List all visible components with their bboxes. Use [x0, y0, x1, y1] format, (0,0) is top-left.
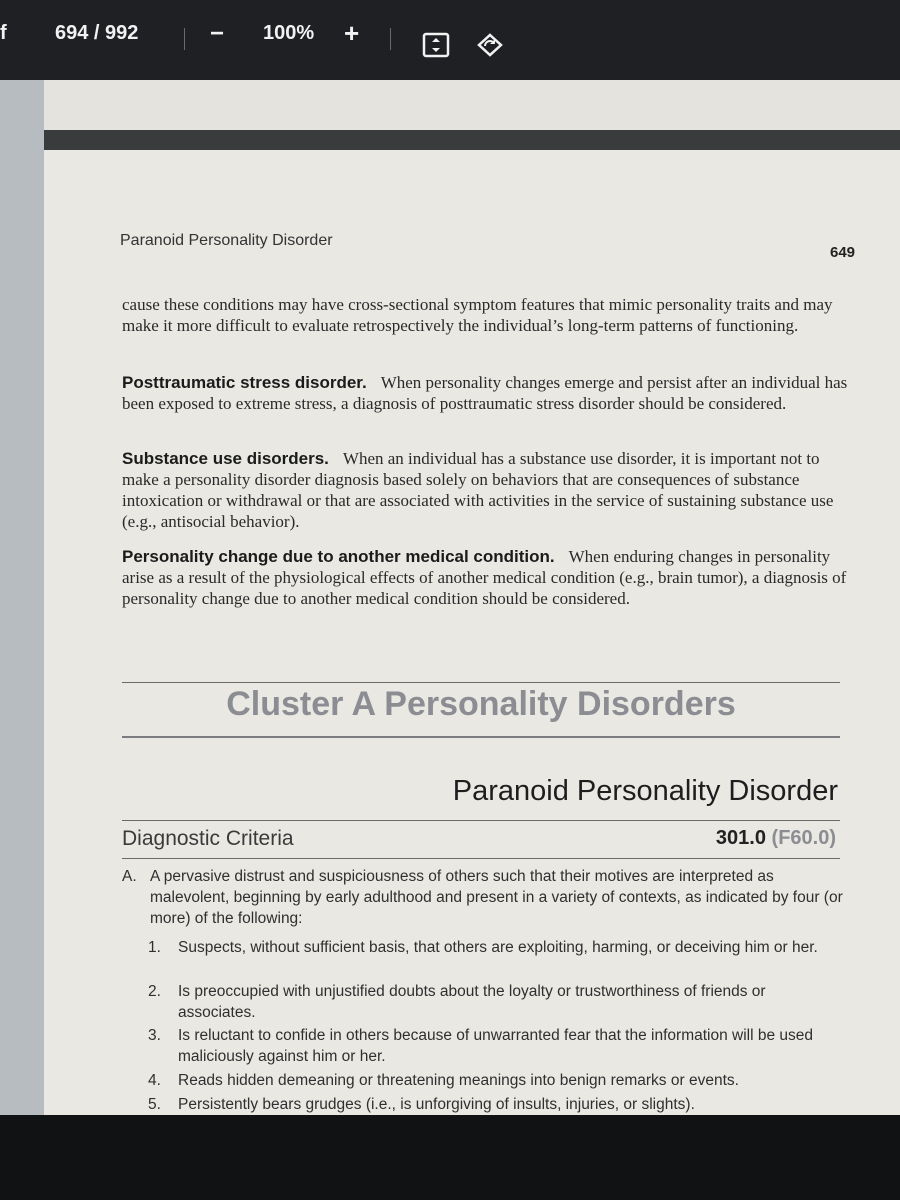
criterion-item	[148, 937, 838, 958]
criterion-item	[148, 1025, 838, 1067]
criteria-rule-bottom	[122, 858, 840, 859]
paragraph-text: When an individual has a substance use disorder, it is important not to make a personality disorder diagnosis based solely on behaviors that are consequences of substance intoxication or withdrawal or that are associated with activities in the service of sustaining substance use (e.g., antisocial behavior).	[122, 449, 834, 531]
paragraph	[122, 546, 857, 609]
toolbar-divider	[390, 28, 391, 50]
section-title: Cluster A Personality Disorders	[226, 685, 736, 723]
item-number: 4.	[148, 1072, 161, 1089]
item-number: 1.	[148, 939, 161, 956]
running-head: Paranoid Personality Disorder	[120, 232, 333, 249]
pdf-toolbar	[0, 0, 900, 80]
disorder-title: Paranoid Personality Disorder	[452, 775, 838, 807]
item-number: 2.	[148, 983, 161, 1000]
paragraph	[122, 448, 857, 532]
viewer-sidebar	[0, 80, 44, 1115]
item-text: Is reluctant to confide in others because of unwarranted fear that the information will be used maliciously against him or her.	[178, 1027, 814, 1065]
criteria-rule-top	[122, 820, 840, 821]
icd-code: (F60.0)	[771, 827, 836, 849]
criterion-a	[122, 866, 844, 929]
item-text: Suspects, without sufficient basis, that others are exploiting, harming, or deceiving him or her.	[178, 939, 818, 956]
toolbar-divider	[184, 28, 185, 50]
section-rule-bottom	[122, 736, 840, 738]
rotate-icon[interactable]	[476, 32, 504, 58]
paragraph-heading: Personality change due to another medical condition.	[122, 547, 555, 566]
document-page	[44, 150, 900, 1115]
paragraph-text: cause these conditions may have cross-sectional symptom features that mimic personality traits and may make it more difficult to evaluate retrospectively the individual’s long-term patterns of functioning.	[122, 295, 833, 335]
item-number: 3.	[148, 1027, 161, 1044]
paragraph-heading: Substance use disorders.	[122, 449, 329, 468]
previous-page-edge	[44, 80, 900, 130]
toolbar-left-glyph: f	[0, 22, 7, 44]
item-text: Is preoccupied with unjustified doubts about the loyalty or trustworthiness of friends or associates.	[178, 983, 766, 1021]
zoom-in-button[interactable]: +	[344, 18, 360, 48]
zoom-level: 100%	[263, 22, 315, 44]
fit-page-icon[interactable]	[422, 32, 450, 58]
criterion-item	[148, 1070, 838, 1091]
criterion-text: A pervasive distrust and suspiciousness of others such that their motives are interpreted as malevolent, beginning by early adulthood and present in a variety of contexts, as indicated by four (or more) of the following:	[150, 868, 843, 927]
paragraph	[122, 294, 857, 336]
section-rule-top	[122, 682, 840, 683]
paragraph	[122, 372, 857, 414]
criterion-item	[148, 981, 838, 1023]
paragraph-text: When personality changes emerge and persist after an individual has been exposed to extreme stress, a diagnosis of posttraumatic stress disorder should be considered.	[122, 373, 848, 413]
criterion-letter: A.	[122, 868, 137, 885]
page-indicator[interactable]: 694 / 992	[55, 22, 139, 44]
dsm-code: 301.0	[715, 827, 766, 849]
criteria-label: Diagnostic Criteria	[122, 827, 294, 850]
criterion-item	[148, 1094, 838, 1115]
screen-bezel	[0, 1115, 900, 1200]
paragraph-heading: Posttraumatic stress disorder.	[122, 373, 367, 392]
diagnostic-code	[716, 827, 836, 850]
paragraph-text: When enduring changes in personality arise as a result of the physiological effects of another medical condition (e.g., brain tumor), a diagnosis of personality change due to another medical condition should be considered.	[122, 547, 847, 608]
zoom-out-button[interactable]: −	[210, 20, 225, 47]
item-number: 5.	[148, 1096, 161, 1113]
page-number: 649	[830, 244, 856, 261]
item-text: Persistently bears grudges (i.e., is unforgiving of insults, injuries, or slights).	[178, 1096, 695, 1113]
item-text: Reads hidden demeaning or threatening meanings into benign remarks or events.	[178, 1072, 739, 1089]
